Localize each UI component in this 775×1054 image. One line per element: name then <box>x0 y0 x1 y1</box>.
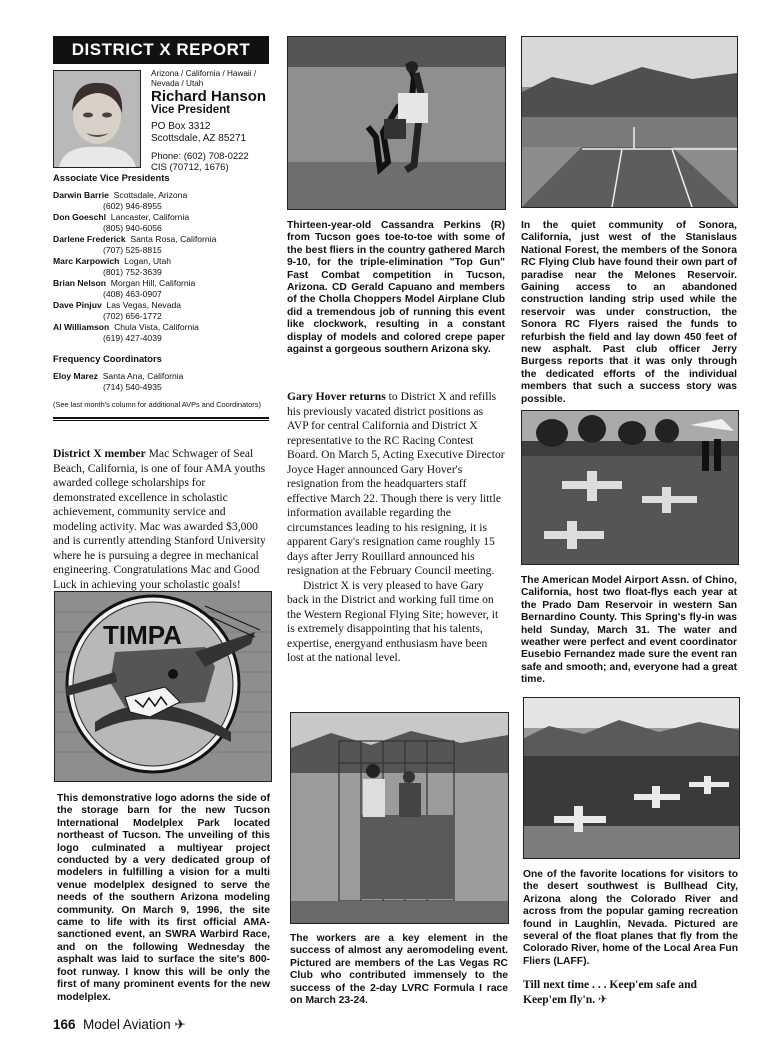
associate-name: Al Williamson <box>53 322 110 332</box>
logo-caption: This demonstrative logo adorns the side of the storage barn for the new Tucson International Modelplex Park located northeast of Tucson. The unveiling of this logo culminated a multiyear project conducted by a very dedicated group of modelers in fulfilling a vision for a multi venue modelplex designed to serve the needs of the southern Arizona modeling community. On March 9, 1996, the site came to life with its first official AMA-sanctioned event, an SWRA Warbird Race, and on the following Wednesday the asphalt was laid to surface the site's 800-foot runway. I know this will be only the first of many prominent events for the new modelplex. <box>57 793 270 1003</box>
associate-phone: (408) 463-0907 <box>103 289 162 299</box>
associate-city: Logan, Utah <box>124 256 171 266</box>
coordinator-phone: (714) 540-4935 <box>103 382 162 392</box>
page-footer <box>53 1017 186 1033</box>
closing-line <box>523 978 723 1007</box>
combat-caption: Thirteen-year-old Cassandra Perkins (R) from Tucson goes toe-to-toe with some of the best fliers in the country gathered March 9-10, for the triple-elimination "Top Gun" Fast Combat competition in Tucson, Arizona. CD Gerald Capuano and members of the Cholla Choppers Model Airplane Club did a tremendous job of running this event like clockwork, resulting in a constant display of models and colored crepe paper against a gorgeous southern Arizona sky. <box>287 220 505 356</box>
header-divider <box>53 420 269 421</box>
hover-story-p1: to District X and refills his previously vacated district positions as AVP for central California and District X representative to the RC Racing Contest Board. On March 5, Acting Executive Director Joyce Hager announced Gary Hover's resignation from the headquarters staff effective March 22. Though there is very little information available regarding the circumstances leading to his resigning, it is apparent Gary's resignation came roughly 15 days after Jerry Rouillard announced his resignation at the February Council meeting. <box>287 390 505 577</box>
associate-entry <box>53 234 269 256</box>
timpa-logo-photo <box>54 591 272 782</box>
associate-entry <box>53 256 269 278</box>
coordinator-city: Santa Ana, California <box>102 371 184 381</box>
associate-phone: (801) 752-3639 <box>103 267 162 277</box>
sonora-caption: In the quiet community of Sonora, California, just west of the Stanislaus National Forest, the members of the Sonora RC Flying Club have found their own part of paradise near the Melones Reservoir. Gaining access to an abandoned construction landing strip used while the reservoir was under construction, the Sonora RC Flyers raised the funds to refurbish the field and lay down 450 feet of new asphalt. Past club officer Jerry Burgess reports that it was only through the dedicated efforts of the individual members that such a success story was possible. <box>521 220 737 405</box>
associate-entry <box>53 212 269 234</box>
associate-name: Dave Pinjuv <box>53 300 102 310</box>
phone-line: Phone: (602) 708-0222 <box>151 151 249 162</box>
story-lead: District X member <box>53 447 146 460</box>
workers-photo <box>290 712 509 924</box>
bullhead-river-photo <box>523 697 740 859</box>
closing-text: Till next time . . . Keep'em safe and Keep'em fly'n. <box>523 978 697 1006</box>
hover-story-lead: Gary Hover returns <box>287 390 386 403</box>
frequency-heading: Frequency Coordinators <box>53 353 162 364</box>
associate-phone: (805) 940-6056 <box>103 223 162 233</box>
coordinator-name: Eloy Marez <box>53 371 98 381</box>
associate-entry <box>53 190 269 212</box>
hover-story <box>287 390 505 666</box>
associate-city: Santa Rosa, California <box>130 234 217 244</box>
states-line: Arizona / California / Hawaii / Nevada / Utah <box>151 69 257 88</box>
bullhead-caption: One of the favorite locations for visitors to the desert southwest is Bullhead City, Arizona along the Colorado River and across from the popular gaming recreation found in Laughlin, Nevada. Pictured are several of the float planes that fly from the Colorado River, home of the Local Area Fun Fliers (LAFF). <box>523 869 738 967</box>
workers-caption: The workers are a key element in the success of almost any aeromodeling event. Pictured are members of the Las Vegas RC Club who contributed immensely to the success of the 2-day LVRC Formula I race on March 23-24. <box>290 933 508 1007</box>
associate-entry <box>53 278 269 300</box>
associate-city: Lancaster, California <box>110 212 190 222</box>
airplane-icon: ✈ <box>598 992 608 1006</box>
associates-list <box>53 190 269 344</box>
story-body: Mac Schwager of Seal Beach, California, is one of four AMA youths awarded college scholarships for demonstrated excellence in scholastic achievement, community service and modeling activity. Mac was awarded $3,000 and is currently attending Stanford University where he is pursuing a degree in mechanical engineering. Congratulations Mac and Good Luck in achieving your scholastic goals! <box>53 447 266 591</box>
associate-city: Morgan Hill, California <box>110 278 196 288</box>
frequency-entry <box>53 371 269 393</box>
see-last-month-note: (See last month's column for additional AVPs and Coordinators) <box>53 400 261 409</box>
page-number: 166 <box>53 1017 76 1032</box>
float-fly-photo <box>521 410 739 565</box>
vice-president-portrait <box>53 70 141 168</box>
associate-name: Don Goeschl <box>53 212 107 222</box>
address-line-1: PO Box 3312 <box>151 121 211 132</box>
address-line-2: Scottsdale, AZ 85271 <box>151 133 247 144</box>
vice-president-name: Richard Hanson <box>151 88 267 105</box>
vice-president-role: Vice President <box>151 104 231 116</box>
associate-entry <box>53 322 269 344</box>
associate-city: Scottsdale, Arizona <box>113 190 188 200</box>
associate-city: Chula Vista, California <box>114 322 199 332</box>
associate-name: Darwin Barrie <box>53 190 109 200</box>
associate-name: Marc Karpowich <box>53 256 120 266</box>
associate-phone: (602) 946-8955 <box>103 201 162 211</box>
associates-heading: Associate Vice Presidents <box>53 172 170 183</box>
hover-story-p2: District X is very pleased to have Gary back in the District and working full time on the Western Regional Flying Site; however, it is extremely disappointing that his talents, expertise, energyand enthusiasm have been lost at the national level. <box>287 578 499 664</box>
chino-caption: The American Model Airport Assn. of Chino, California, host two float-flys each year at the Prado Dam Reservoir in western San Bernardino County. This Spring's fly-in was held Sunday, March 31. The water and weather were perfect and event coordinator Eusebio Fernandez made sure the event ran safe and smooth; and, everyone had a great time. <box>521 575 737 686</box>
associate-name: Darlene Frederick <box>53 234 126 244</box>
combat-photo <box>287 36 506 210</box>
associate-phone: (619) 427-4039 <box>103 333 162 343</box>
header-divider <box>53 417 269 419</box>
airplane-icon: ✈ <box>174 1017 186 1032</box>
associate-phone: (702) 656-1772 <box>103 311 162 321</box>
member-story <box>53 447 269 592</box>
cis-line: CIS (70712, 1676) <box>151 162 229 173</box>
associate-city: Las Vegas, Nevada <box>106 300 182 310</box>
page-title: DISTRICT X REPORT <box>71 40 251 59</box>
sonora-runway-photo <box>521 36 738 208</box>
timpa-lettering: TIMPA <box>103 620 182 650</box>
associate-entry <box>53 300 269 322</box>
magazine-name: Model Aviation <box>83 1017 171 1032</box>
associate-name: Brian Nelson <box>53 278 107 288</box>
associate-phone: (707) 525-8815 <box>103 245 162 255</box>
